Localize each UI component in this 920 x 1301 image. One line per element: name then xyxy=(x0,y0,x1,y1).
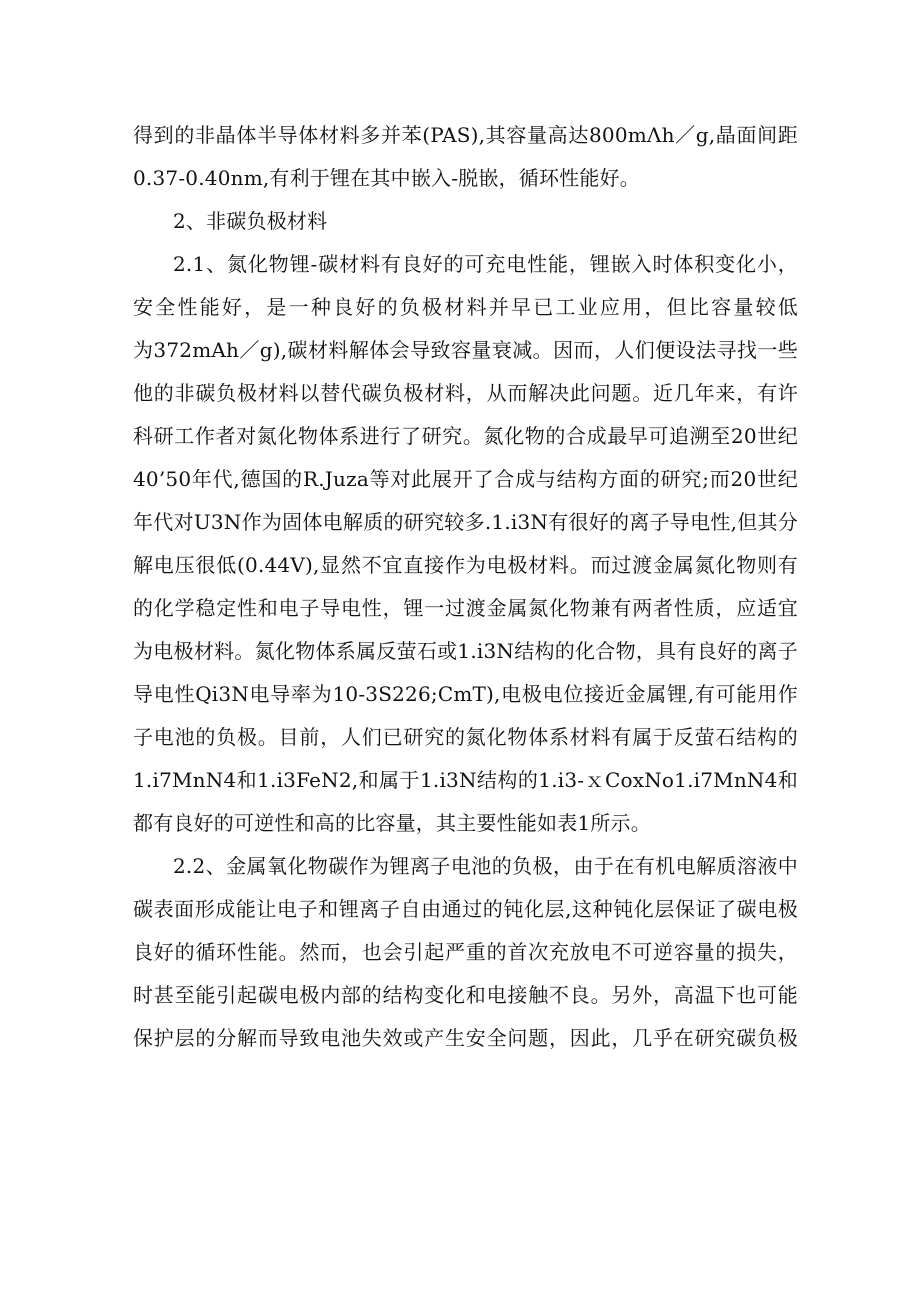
text-line: 2.1、氮化物锂-碳材料有良好的可充电性能，锂嵌入时体积变化小， xyxy=(173,252,798,276)
text-line: 的化学稳定性和电子导电性，锂一过渡金属氮化物兼有两者性质，应适宜 xyxy=(133,596,798,620)
text-line: 2、非碳负极材料 xyxy=(173,209,328,233)
text-line: 时甚至能引起碳电极内部的结构变化和电接触不良。另外，高温下也可能 xyxy=(133,983,798,1007)
document-text-body xyxy=(133,114,798,1060)
text-line: 年代对U3N作为固体电解质的研究较多.1.i3N有很好的离子导电性,但其分 xyxy=(133,510,798,534)
text-line: 解电压很低(0.44V),显然不宜直接作为电极材料。而过渡金属氮化物则有 xyxy=(133,553,798,577)
text-line: 都有良好的可逆性和高的比容量，其主要性能如表1所示。 xyxy=(133,811,651,835)
text-line: 子电池的负极。目前，人们已研究的氮化物体系材料有属于反萤石结构的 xyxy=(133,725,798,749)
text-line: 导电性Qi3N电导率为10-3S226;CmT),电极电位接近金属锂,有可能用作 xyxy=(133,682,798,706)
text-line: 科研工作者对氮化物体系进行了研究。氮化物的合成最早可追溯至20世纪 xyxy=(133,424,798,448)
text-line: 碳表面形成能让电子和锂离子自由通过的钝化层,这种钝化层保证了碳电极 xyxy=(133,897,798,921)
text-line: 得到的非晶体半导体材料多并苯(PAS),其容量高达800mΛh／g,晶面间距 xyxy=(133,123,798,147)
text-line: 良好的循环性能。然而，也会引起严重的首次充放电不可逆容量的损失， xyxy=(133,940,798,964)
text-line: 为372mAh／g),碳材料解体会导致容量衰减。因而，人们便设法寻找一些 xyxy=(133,338,798,362)
text-line: 1.i7MnN4和1.i3FeN2,和属于1.i3N结构的1.i3-ｘCoxNo1.i7MnN4和 xyxy=(133,768,798,792)
text-line: 为电极材料。氮化物体系属反萤石或1.i3N结构的化合物，具有良好的离子 xyxy=(133,639,798,663)
text-line: 0.37-0.40nm,有利于锂在其中嵌入-脱嵌，循环性能好。 xyxy=(133,166,640,190)
text-line: 2.2、金属氧化物碳作为锂离子电池的负极，由于在有机电解质溶液中 xyxy=(173,854,798,878)
text-line: 他的非碳负极材料以替代碳负极材料，从而解决此问题。近几年来，有许 xyxy=(133,381,798,405)
text-line: 40’50年代,德国的R.Juza等对此展开了合成与结构方面的研究;而20世纪 xyxy=(133,467,798,491)
text-line: 保护层的分解而导致电池失效或产生安全问题，因此，几乎在研究碳负极 xyxy=(133,1026,798,1050)
text-line: 安全性能好，是一种良好的负极材料并早已工业应用，但比容量较低 xyxy=(133,295,798,319)
